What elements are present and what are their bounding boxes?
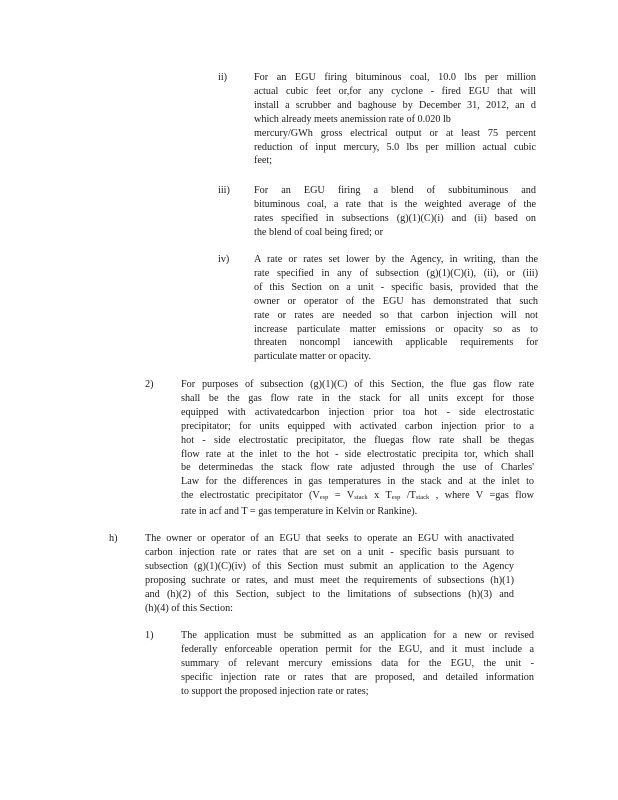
text-line: For an EGU firing a blend of subbituminous and [254, 185, 536, 196]
paragraph-ii [254, 71, 536, 168]
text-line: For an EGU firing bituminous coal, 10.0 lbs per million [254, 72, 536, 83]
text-line: to support the proposed injection rate or rates; [181, 685, 369, 697]
text-line: feet; [254, 155, 273, 167]
text-line: rate specified in any of subsection (g)(1)(C)(i), (ii), or (iii) [254, 267, 538, 279]
text-line: actual cubic feet or,for any cyclone - fired EGU that will [254, 85, 536, 97]
paragraph-2 [181, 378, 534, 519]
text-line: For purposes of subsection (g)(1)(C) of this Section, the flue gas flow rate [181, 379, 534, 390]
text-line: of this Section on a unit - specific basis, provided that the [254, 281, 538, 293]
item-label-ii: ii) [218, 72, 228, 83]
text-line: threaten noncompl iancewith applicable requirements for [254, 337, 538, 349]
text-line: reduction of input mercury, 5.0 lbs per million actual cubic [254, 141, 536, 153]
text-line: federally enforceable operation permit for the EGU, and it must include a [181, 643, 534, 655]
item-label-2: 2) [145, 379, 154, 390]
item-label-iii: iii) [218, 185, 230, 196]
text-line: precipitator; for units equipped with activated carbon injection prior to a [181, 420, 534, 432]
paragraph-iv [254, 253, 538, 364]
text-line: subsection (g)(1)(C)(iv) of this Section must submit an application to the Agency [145, 560, 514, 572]
text-line: the blend of coal being fired; or [254, 226, 383, 238]
text-line: rate or rates are needed so that carbon injection will not [254, 309, 538, 321]
text-line: Law for the differences in gas temperatures in the stack and at the inlet to [181, 476, 534, 488]
item-label-h: h) [109, 533, 118, 544]
text-line: The owner or operator of an EGU that seeks to operate an EGU with anactivated [145, 533, 514, 544]
text-line: bituminous coal, a rate that is the weighted average of the [254, 198, 536, 210]
text-line: and (h)(2) of this Section, subject to the limitations of subsections (h)(3) and [145, 588, 514, 600]
text-line: particulate matter or opacity. [254, 351, 372, 363]
text-line: equipped with activatedcarbon injection prior toa hot - side electrostatic [181, 406, 534, 418]
text-line: specific injection rate or rates that are proposed, and detailed information [181, 671, 534, 683]
text-line: owner or operator of the EGU has demonstrated that such [254, 295, 538, 307]
text-line: be determinedas the stack flow rate adjusted through the use of Charles' [181, 462, 534, 474]
text-line: flow rate at the inlet to the hot - side electrostatic precipita tor, which shall [181, 448, 534, 460]
text-line: summary of relevant mercury emissions data for the EGU, the unit - [181, 657, 534, 669]
text-line: hot - side electrostatic precipitator, the fluegas flow rate shall be thegas [181, 434, 534, 446]
text-line: carbon injection rate or rates that are set on a unit - specific basis pursuant to [145, 546, 514, 558]
text-line: rates specified in subsections (g)(1)(C)(i) and (ii) based on [254, 212, 536, 224]
text-line: increase particulate matter emissions or opacity so as to [254, 323, 538, 335]
item-label-iv: iv) [218, 254, 230, 265]
text-line: shall be the gas flow rate in the stack for all units except for those [181, 392, 534, 404]
text-line: The application must be submitted as an application for a new or revised [181, 630, 534, 641]
paragraph-h [145, 532, 514, 615]
paragraph-1 [181, 629, 534, 699]
text-line: rate in acf and T = gas temperature in Kelvin or Rankine). [181, 506, 418, 518]
paragraph-iii [254, 184, 536, 240]
item-label-1: 1) [145, 630, 154, 641]
formula-line: the electrostatic precipitator ($V_{esp} = V_{stack}$ x $T_{esp}$ $/T_{stack}$ , where V =gas flow [181, 490, 534, 502]
text-line: proposing suchrate or rates, and must meet the requirements of subsections (h)(1) [145, 574, 514, 586]
text-line: (h)(4) of this Section: [145, 602, 233, 614]
text-line: mercury/GWh gross electrical output or at least 75 percent [254, 127, 536, 139]
text-line: A rate or rates set lower by the Agency, in writing, than the [254, 254, 538, 265]
text-line: install a scrubber and baghouse by December 31, 2012, an d [254, 99, 536, 111]
text-line: which already meets anemission rate of 0.020 lb [254, 113, 451, 125]
